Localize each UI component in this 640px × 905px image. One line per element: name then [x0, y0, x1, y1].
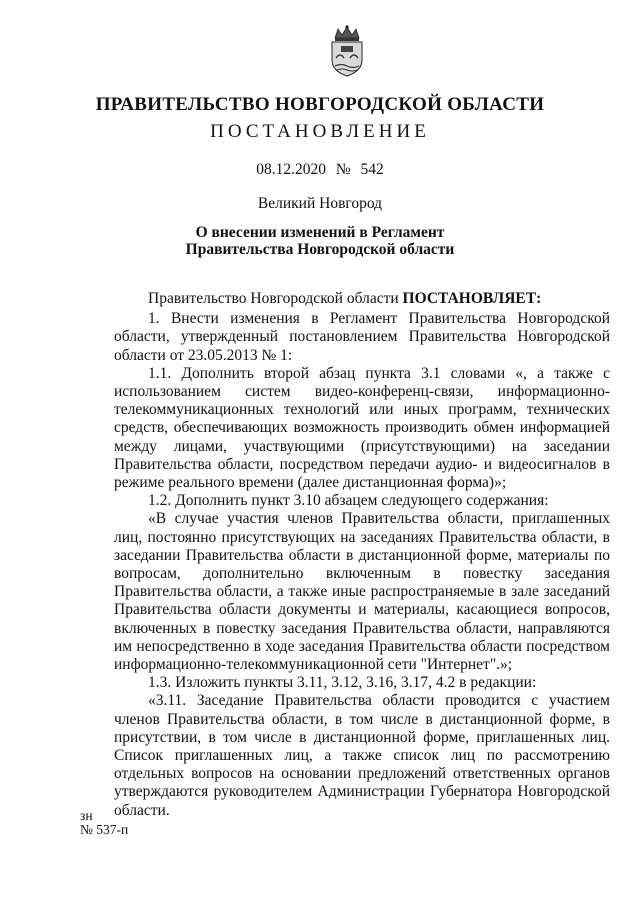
number-sign: № [335, 161, 351, 178]
document-body [114, 290, 610, 820]
document-subject [0, 224, 640, 258]
paragraph-1: 1. Внести изменения в Регламент Правительства Новгородской области, утвержденный постановлением Правительства Новгородской области от 23.05.2013 № 1: [114, 310, 610, 364]
coat-of-arms-icon [326, 24, 368, 78]
paragraph-quote-3-11: «3.11. Заседание Правительства области проводится с участием членов Правительства области, в том числе в дистанционной форме, в присутствии, в том числе в дистанционной форме, приглашенных лиц. Список приглашенных лиц, а также список лиц по рассмотрению отдельных вопросов на основании предложений ответственных органов утверждаются руководителем Администрации Губернатора Новгородской области. [114, 692, 610, 819]
government-title: ПРАВИТЕЛЬСТВО НОВГОРОДСКОЙ ОБЛАСТИ [95, 94, 545, 115]
intro-decree-word: ПОСТАНОВЛЯЕТ: [402, 290, 542, 307]
footer-initials: зн [80, 808, 93, 823]
document-date-number [0, 161, 640, 179]
subject-line-2: Правительства Новгородской области [185, 241, 455, 258]
document-type: ПОСТАНОВЛЕНИЕ [210, 121, 430, 142]
paragraph-1-2: 1.2. Дополнить пункт 3.10 абзацем следующего содержания: [148, 492, 549, 510]
footer-reference [80, 809, 128, 837]
document-date: 08.12.2020 [256, 161, 326, 178]
paragraph-quote-3-10: «В случае участия членов Правительства области, приглашенных лиц, постоянно присутствующих на заседаниях Правительства области, в заседании Правительства области в дистанционной форме, материалы по вопросам, дополнительно включенным в повестку заседания Правительства области, а также иные распространяемые в зале заседаний Правительства области документы и материалы, касающиеся вопросов, включенных в повестку заседания Правительства области, направляются им непосредственно в ходе заседания Правительства области посредством информационно-телекоммуникационной сети "Интернет".»; [114, 510, 610, 674]
intro-paragraph [114, 290, 610, 308]
footer-ref-number: № 537-п [80, 822, 129, 837]
city-name: Великий Новгород [257, 195, 383, 212]
paragraph-1-3: 1.3. Изложить пункты 3.11, 3.12, 3.16, 3.17, 4.2 в редакции: [148, 674, 537, 692]
paragraph-1-1: 1.1. Дополнить второй абзац пункта 3.1 словами «, а также с использованием систем видео-конференц-связи, информационно-телекоммуникационных технологий или иных программ, технических средств, обеспечивающих возможность производить обмен информацией между лицами, участвующими (присутствующими) на заседании Правительства области, посредством передачи аудио- и видеосигналов в режиме реального времени (далее дистанционная форма)»; [114, 364, 610, 492]
intro-text: Правительство Новгородской области [148, 290, 403, 307]
document-number: 542 [360, 161, 384, 178]
subject-line-1: О внесении изменений в Регламент [195, 224, 445, 241]
